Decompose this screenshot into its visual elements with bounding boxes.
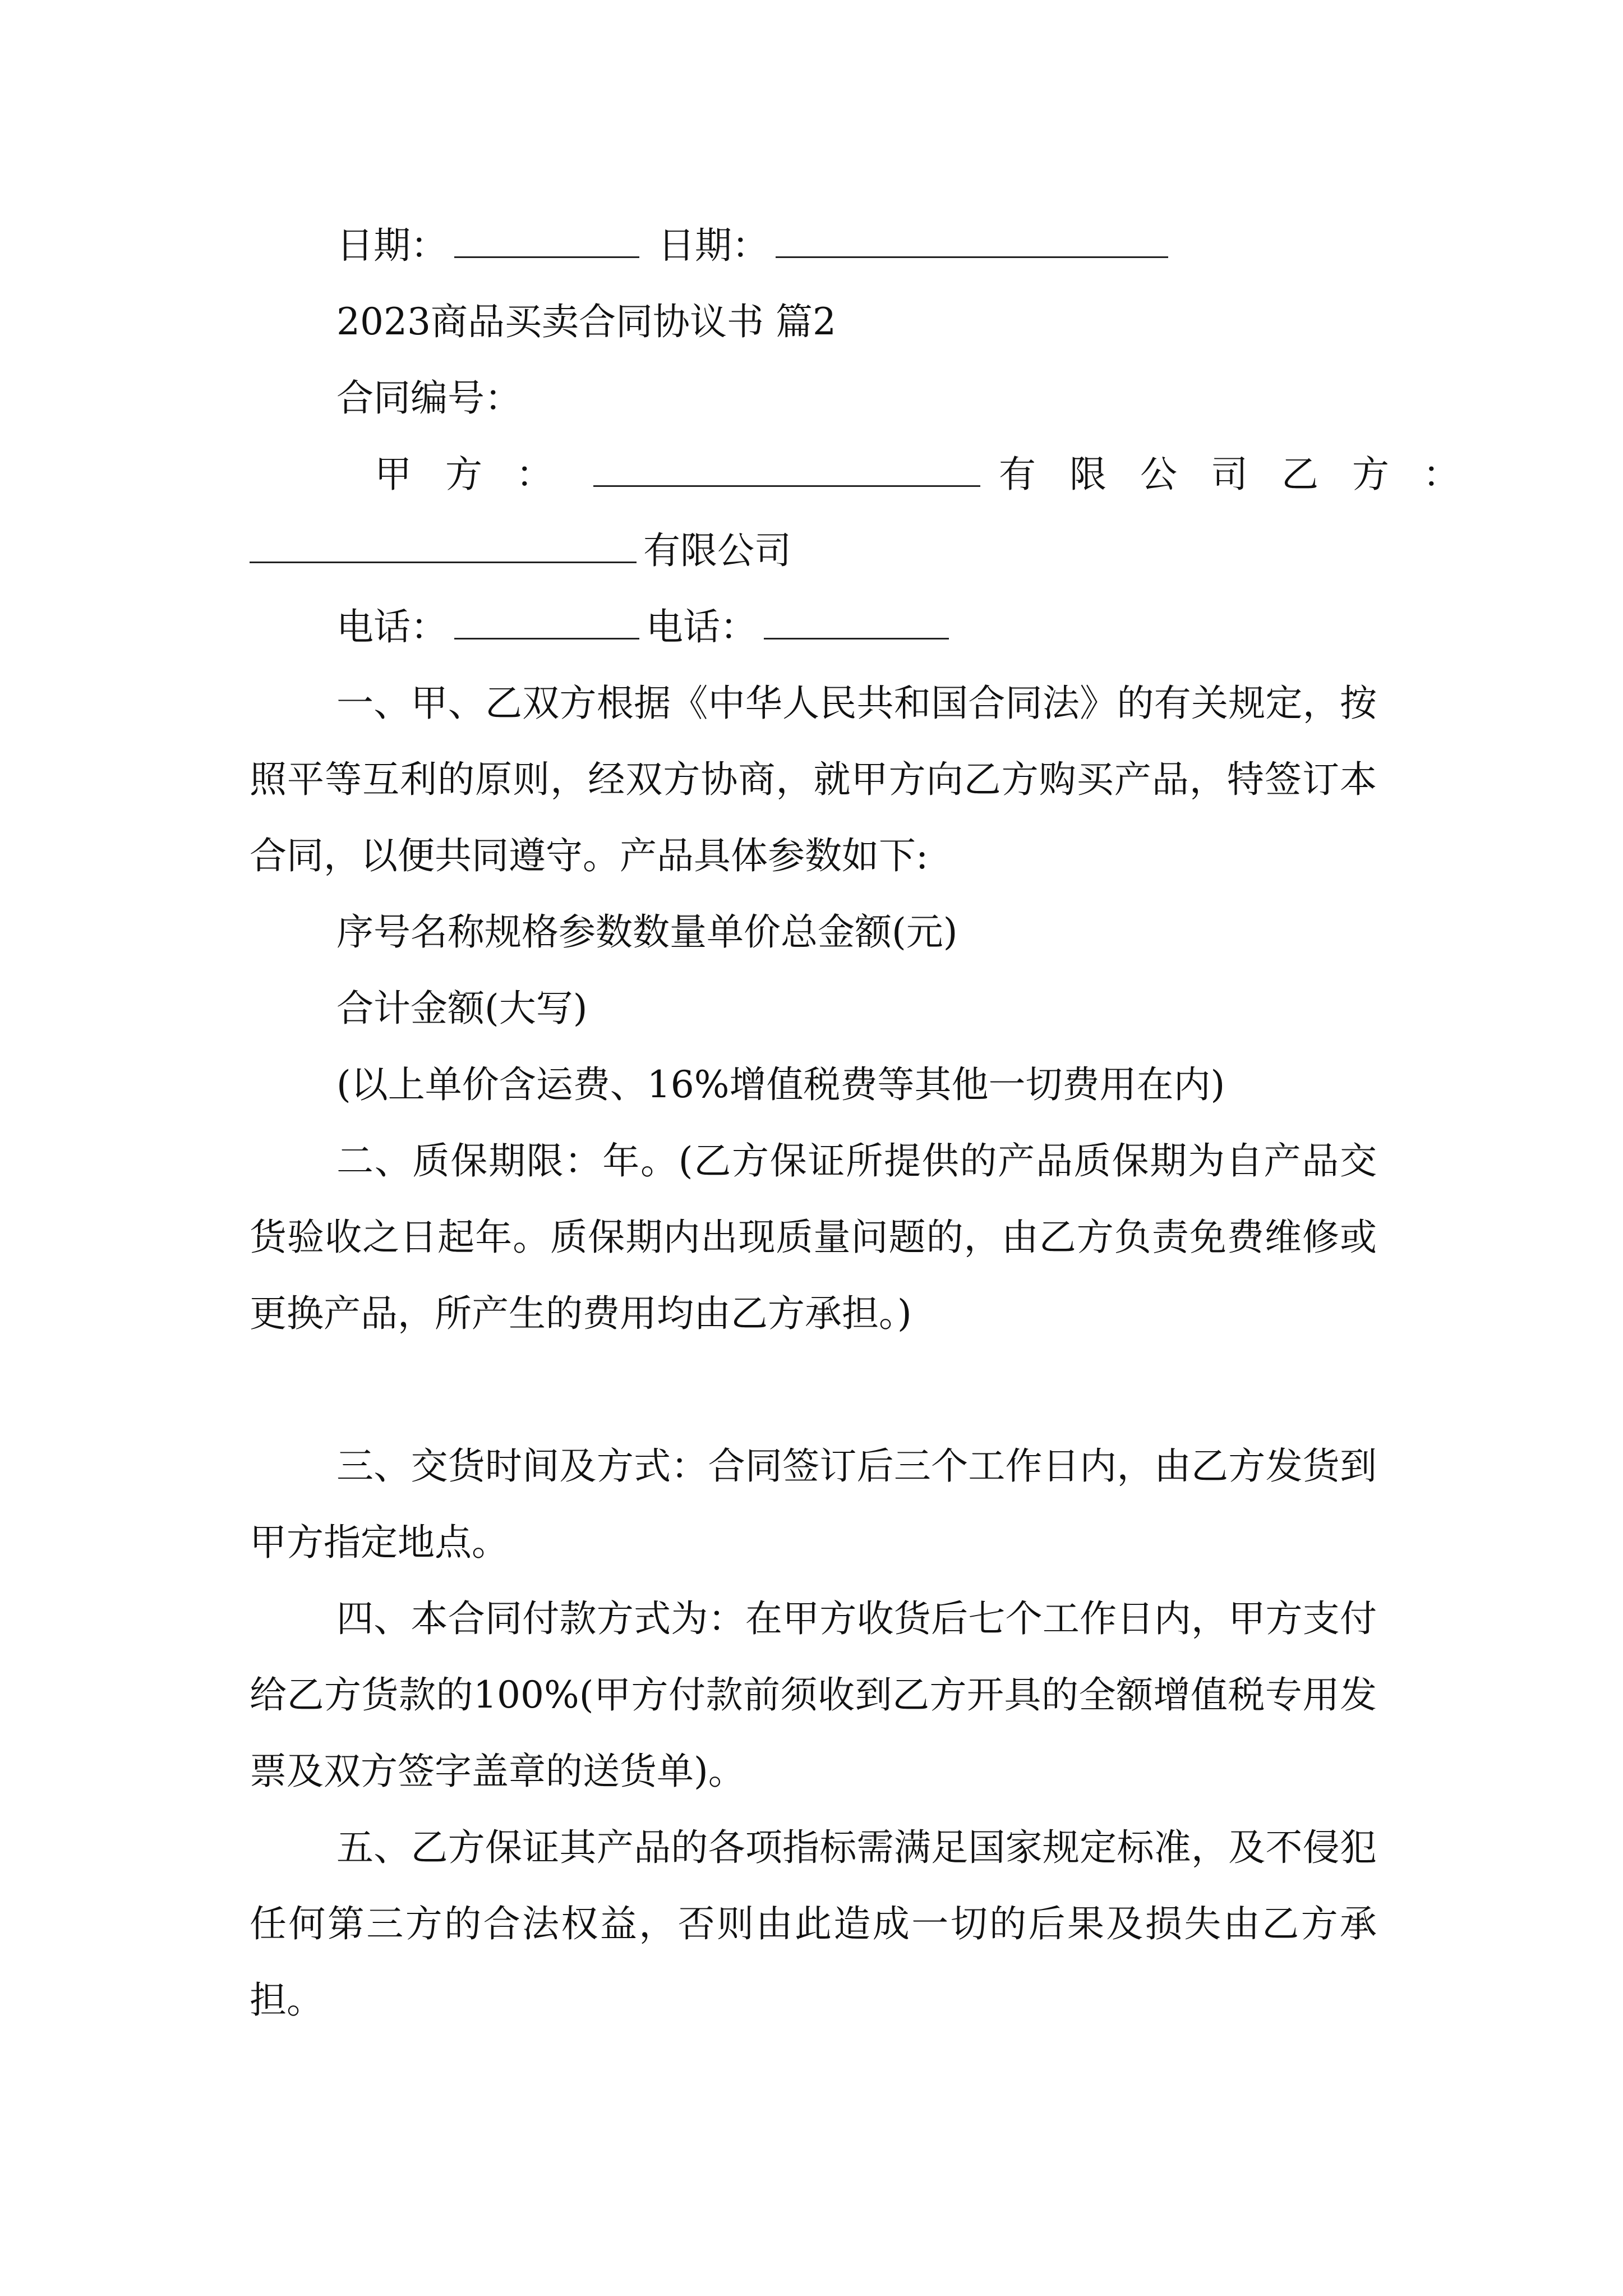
- date-blank-2: [776, 219, 1168, 258]
- party-a-label: 甲方：: [375, 453, 587, 496]
- total-amount-line: 合计金额(大写): [336, 987, 588, 1030]
- date-label-2: 日期：: [657, 224, 769, 267]
- phone-blank-2: [764, 601, 949, 639]
- clause-3: 三、交货时间及方式：合同签订后三个工作日内，由乙方发货到甲方指定地点。: [250, 1444, 1377, 1564]
- clause-1: 一、甲、乙双方根据《中华人民共和国合同法》的有关规定，按照平等互利的原则，经双方协商，就甲方向乙方购买产品，特签订本合同，以便共同遵守。产品具体参数如下:: [250, 682, 1377, 877]
- price-note-line: (以上单价含运费、16%增值税费等其他一切费用在内): [336, 1063, 1225, 1106]
- party-a-suffix: 有限公司乙方：: [998, 453, 1493, 496]
- date-line: [336, 208, 1175, 284]
- table-header-line: 序号名称规格参数数量单价总金额(元): [336, 910, 958, 954]
- phone-label-2: 电话：: [646, 605, 757, 648]
- document-title: 2023商品买卖合同协议书 篇2: [336, 300, 836, 343]
- party-a-line: [375, 436, 1493, 513]
- phone-line: [336, 589, 956, 665]
- party-b-line: [250, 513, 791, 589]
- date-blank-1: [454, 219, 639, 258]
- phone-blank-1: [454, 601, 639, 639]
- party-a-blank: [593, 448, 980, 487]
- phone-label-1: 电话：: [336, 605, 448, 648]
- party-b-suffix: 有限公司: [643, 529, 791, 572]
- clause-2: 二、质保期限：年。(乙方保证所提供的产品质保期为自产品交货验收之日起年。质保期内出现质量问题的，由乙方负责免费维修或更换产品，所产生的费用均由乙方承担。): [250, 1139, 1377, 1335]
- contract-number-label: 合同编号：: [336, 376, 522, 420]
- date-label-1: 日期：: [336, 224, 448, 267]
- party-b-blank: [250, 524, 637, 563]
- clause-5: 五、乙方保证其产品的各项指标需满足国家规定标准，及不侵犯任何第三方的合法权益，否则由此造成一切的后果及损失由乙方承担。: [250, 1826, 1377, 2022]
- clause-4: 四、本合同付款方式为：在甲方收货后七个工作日内，甲方支付给乙方货款的100%(甲方付款前须收到乙方开具的全额增值税专用发票及双方签字盖章的送货单)。: [250, 1597, 1377, 1793]
